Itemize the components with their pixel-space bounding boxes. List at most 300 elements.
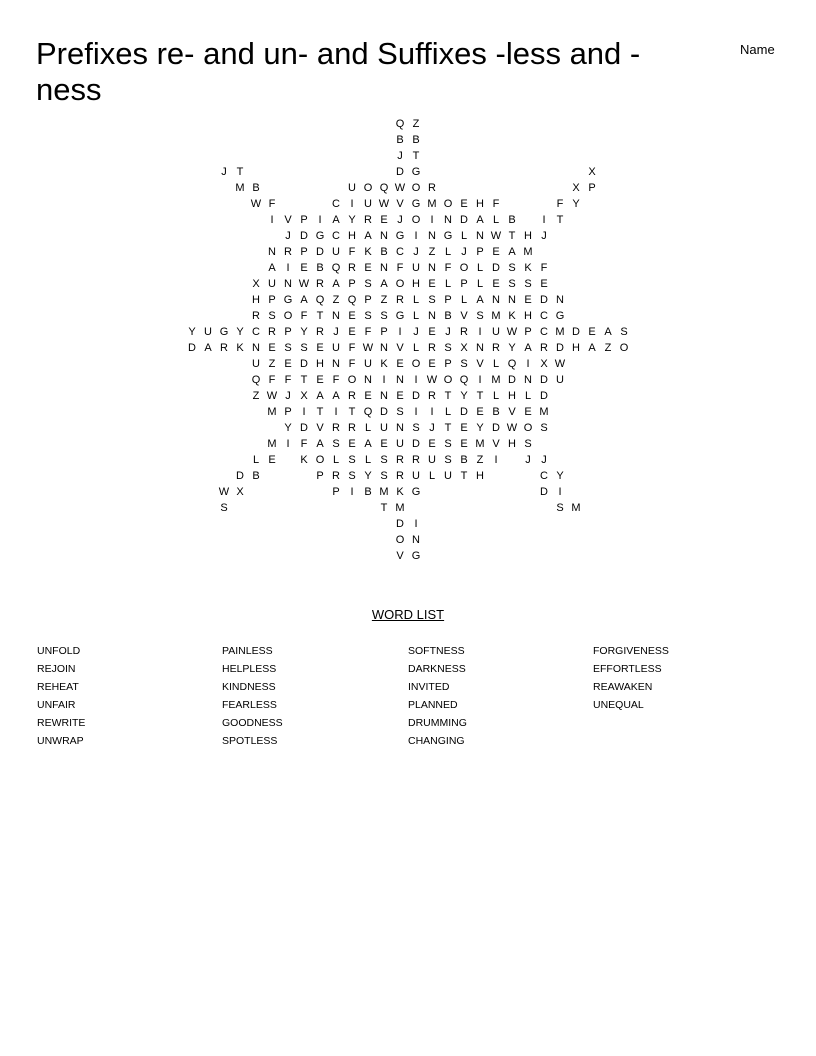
grid-letter: K	[364, 246, 372, 258]
grid-letter: U	[332, 342, 340, 354]
grid-letter: D	[300, 358, 308, 370]
grid-letter: K	[508, 310, 516, 322]
grid-letter: W	[218, 486, 230, 498]
grid-letter: U	[492, 326, 500, 338]
grid-letter: W	[250, 198, 262, 210]
grid-letter: C	[396, 246, 404, 258]
grid-letter: G	[395, 230, 405, 242]
grid-letter: P	[332, 486, 340, 498]
grid-letter: O	[619, 342, 629, 354]
grid-letter: I	[558, 486, 562, 498]
grid-letter: A	[476, 214, 484, 226]
grid-letter: I	[398, 326, 402, 338]
grid-letter: R	[396, 454, 404, 466]
grid-letter: T	[476, 390, 484, 402]
grid-letter: I	[414, 406, 418, 418]
grid-letter: U	[412, 262, 420, 274]
grid-letter: S	[620, 326, 628, 338]
grid-letter: S	[556, 502, 564, 514]
grid-letter: A	[476, 294, 484, 306]
grid-letter: P	[348, 278, 356, 290]
grid-letter: R	[348, 262, 356, 274]
grid-letter: U	[204, 326, 212, 338]
grid-letter: J	[445, 326, 451, 338]
grid-letter: N	[380, 262, 388, 274]
grid-letter: E	[524, 406, 532, 418]
grid-letter: P	[524, 326, 532, 338]
grid-letter: E	[284, 358, 292, 370]
grid-letter: D	[412, 438, 420, 450]
grid-letter: N	[476, 342, 484, 354]
grid-letter: Y	[188, 326, 196, 338]
grid-letter: V	[476, 358, 484, 370]
word-list-column	[593, 642, 778, 714]
grid-letter: A	[364, 438, 372, 450]
grid-letter: I	[494, 454, 498, 466]
word-list-item: DRUMMING	[408, 717, 467, 729]
grid-letter: F	[268, 198, 276, 210]
grid-letter: S	[444, 438, 452, 450]
grid-letter: S	[380, 310, 388, 322]
grid-letter: N	[380, 230, 388, 242]
grid-letter: B	[508, 214, 516, 226]
grid-letter: U	[332, 246, 340, 258]
grid-letter: Y	[364, 470, 372, 482]
grid-letter: F	[268, 374, 276, 386]
grid-letter: N	[428, 310, 436, 322]
grid-letter: S	[412, 422, 420, 434]
grid-letter: X	[300, 390, 308, 402]
grid-letter: P	[444, 358, 452, 370]
grid-letter: Y	[572, 198, 580, 210]
grid-letter: F	[364, 326, 372, 338]
grid-letter: L	[524, 390, 532, 402]
grid-letter: K	[396, 486, 404, 498]
grid-letter: S	[220, 502, 228, 514]
grid-letter: G	[411, 198, 421, 210]
grid-letter: P	[268, 294, 276, 306]
grid-letter: W	[298, 278, 310, 290]
grid-letter: N	[380, 390, 388, 402]
grid-letter: V	[316, 422, 324, 434]
grid-letter: J	[397, 150, 403, 162]
grid-letter: E	[492, 278, 500, 290]
grid-letter: O	[363, 182, 373, 194]
grid-letter: Q	[459, 374, 469, 386]
grid-letter: E	[364, 390, 372, 402]
grid-letter: E	[268, 342, 276, 354]
grid-letter: N	[428, 262, 436, 274]
grid-letter: G	[219, 326, 229, 338]
grid-letter: L	[412, 310, 420, 322]
grid-letter: I	[286, 262, 290, 274]
grid-letter: A	[380, 278, 388, 290]
grid-letter: A	[524, 342, 532, 354]
word-list-column	[222, 642, 407, 750]
grid-letter: L	[476, 262, 484, 274]
grid-letter: H	[316, 358, 324, 370]
grid-letter: D	[572, 326, 580, 338]
grid-letter: P	[284, 406, 292, 418]
grid-letter: O	[443, 374, 453, 386]
grid-letter: D	[396, 166, 404, 178]
grid-letter: M	[539, 406, 549, 418]
word-list-column	[37, 642, 222, 750]
grid-letter: W	[362, 342, 374, 354]
grid-letter: F	[396, 262, 404, 274]
grid-letter: T	[316, 310, 324, 322]
grid-letter: E	[492, 246, 500, 258]
grid-letter: J	[413, 246, 419, 258]
grid-letter: D	[508, 374, 516, 386]
grid-letter: W	[490, 230, 502, 242]
grid-letter: E	[300, 262, 308, 274]
word-list-item: INVITED	[408, 681, 450, 693]
grid-letter: R	[268, 326, 276, 338]
grid-letter: Z	[268, 358, 276, 370]
grid-letter: F	[348, 358, 356, 370]
grid-letter: L	[412, 294, 420, 306]
grid-letter: D	[396, 518, 404, 530]
name-label: Name	[740, 42, 775, 57]
grid-letter: T	[460, 470, 468, 482]
word-list-item: CHANGING	[408, 735, 465, 747]
grid-letter: Z	[380, 294, 388, 306]
grid-letter: P	[364, 294, 372, 306]
grid-letter: U	[380, 422, 388, 434]
grid-letter: R	[316, 278, 324, 290]
grid-letter: T	[444, 390, 452, 402]
grid-letter: G	[443, 230, 453, 242]
word-list-item: REWRITE	[37, 717, 86, 729]
grid-letter: T	[412, 150, 420, 162]
grid-letter: E	[524, 294, 532, 306]
grid-letter: C	[540, 326, 548, 338]
grid-letter: W	[554, 358, 566, 370]
grid-letter: J	[333, 326, 339, 338]
grid-letter: Y	[556, 470, 564, 482]
grid-letter: S	[284, 342, 292, 354]
grid-letter: C	[332, 230, 340, 242]
grid-letter: V	[396, 550, 404, 562]
grid-letter: D	[380, 406, 388, 418]
grid-letter: L	[252, 454, 260, 466]
grid-letter: W	[266, 390, 278, 402]
grid-letter: M	[475, 438, 485, 450]
grid-letter: L	[492, 214, 500, 226]
grid-letter: S	[364, 310, 372, 322]
grid-letter: Q	[395, 118, 405, 130]
grid-letter: N	[492, 294, 500, 306]
grid-letter: B	[412, 134, 420, 146]
word-list-item: UNFAIR	[37, 699, 76, 711]
grid-letter: D	[540, 390, 548, 402]
grid-letter: S	[444, 454, 452, 466]
grid-letter: D	[236, 470, 244, 482]
grid-letter: E	[428, 278, 436, 290]
word-list-item: HELPLESS	[222, 663, 277, 675]
word-list-item: KINDNESS	[222, 681, 276, 693]
grid-letter: R	[332, 470, 340, 482]
grid-letter: N	[364, 374, 372, 386]
grid-letter: Q	[347, 294, 357, 306]
word-list-item: REJOIN	[37, 663, 76, 675]
grid-letter: J	[285, 230, 291, 242]
grid-letter: K	[236, 342, 244, 354]
word-list-item: REHEAT	[37, 681, 79, 693]
grid-letter: W	[394, 182, 406, 194]
grid-letter: N	[380, 342, 388, 354]
grid-letter: S	[380, 470, 388, 482]
grid-letter: G	[283, 294, 293, 306]
grid-letter: U	[444, 470, 452, 482]
grid-letter: R	[348, 422, 356, 434]
grid-letter: M	[379, 486, 389, 498]
grid-letter: H	[412, 278, 420, 290]
grid-letter: D	[412, 390, 420, 402]
grid-letter: Z	[604, 342, 612, 354]
grid-letter: O	[523, 422, 533, 434]
grid-letter: C	[540, 470, 548, 482]
grid-letter: R	[348, 390, 356, 402]
grid-letter: B	[460, 454, 468, 466]
grid-letter: R	[364, 214, 372, 226]
grid-letter: E	[396, 358, 404, 370]
grid-letter: I	[430, 406, 434, 418]
grid-letter: E	[460, 198, 468, 210]
grid-letter: S	[348, 454, 356, 466]
grid-letter: B	[364, 486, 372, 498]
grid-letter: L	[492, 390, 500, 402]
grid-letter: U	[364, 358, 372, 370]
grid-letter: M	[523, 246, 533, 258]
word-list-item: UNWRAP	[37, 735, 84, 747]
grid-letter: R	[412, 454, 420, 466]
word-list-item: PAINLESS	[222, 645, 273, 657]
grid-letter: B	[380, 246, 388, 258]
grid-letter: L	[460, 230, 468, 242]
grid-letter: V	[284, 214, 292, 226]
word-list-item: FORGIVENESS	[593, 645, 669, 657]
grid-letter: G	[395, 310, 405, 322]
grid-letter: N	[332, 358, 340, 370]
grid-letter: D	[460, 406, 468, 418]
grid-letter: A	[332, 390, 340, 402]
grid-letter: V	[492, 438, 500, 450]
grid-letter: Q	[315, 294, 325, 306]
grid-letter: V	[460, 310, 468, 322]
grid-letter: Q	[251, 374, 261, 386]
grid-letter: T	[316, 406, 324, 418]
grid-letter: H	[508, 438, 516, 450]
grid-letter: N	[268, 246, 276, 258]
grid-letter: J	[413, 326, 419, 338]
grid-letter: I	[430, 214, 434, 226]
grid-letter: L	[428, 470, 436, 482]
grid-letter: F	[556, 198, 564, 210]
grid-letter: U	[364, 198, 372, 210]
word-list-item: DARKNESS	[408, 663, 466, 675]
grid-letter: Z	[412, 118, 420, 130]
grid-letter: W	[506, 326, 518, 338]
word-list-item: PLANNED	[408, 699, 458, 711]
grid-letter: O	[411, 182, 421, 194]
grid-letter: D	[316, 246, 324, 258]
grid-letter: W	[506, 422, 518, 434]
grid-letter: E	[396, 390, 404, 402]
grid-letter: E	[540, 278, 548, 290]
grid-letter: K	[380, 358, 388, 370]
grid-letter: A	[204, 342, 212, 354]
grid-letter: N	[524, 374, 532, 386]
grid-letter: Q	[363, 406, 373, 418]
grid-letter: D	[540, 486, 548, 498]
grid-letter: M	[555, 326, 565, 338]
grid-letter: S	[476, 310, 484, 322]
grid-letter: V	[508, 406, 516, 418]
grid-letter: I	[478, 326, 482, 338]
grid-letter: S	[364, 278, 372, 290]
grid-letter: N	[396, 374, 404, 386]
grid-letter: L	[444, 278, 452, 290]
grid-letter: R	[396, 294, 404, 306]
grid-letter: C	[540, 310, 548, 322]
word-list-item: UNEQUAL	[593, 699, 644, 711]
grid-letter: R	[316, 326, 324, 338]
grid-letter: A	[268, 262, 276, 274]
grid-letter: A	[588, 342, 596, 354]
grid-letter: L	[332, 454, 340, 466]
grid-letter: I	[382, 374, 386, 386]
grid-letter: H	[476, 470, 484, 482]
grid-letter: X	[572, 182, 580, 194]
grid-letter: H	[252, 294, 260, 306]
grid-letter: E	[588, 326, 596, 338]
grid-letter: U	[252, 358, 260, 370]
grid-letter: E	[460, 438, 468, 450]
grid-letter: L	[444, 246, 452, 258]
grid-letter: M	[491, 310, 501, 322]
grid-letter: S	[444, 342, 452, 354]
grid-letter: I	[270, 214, 274, 226]
grid-letter: T	[236, 166, 244, 178]
grid-letter: I	[350, 198, 354, 210]
grid-letter: B	[492, 406, 500, 418]
grid-letter: I	[286, 438, 290, 450]
grid-letter: R	[492, 342, 500, 354]
grid-letter: W	[426, 374, 438, 386]
grid-letter: A	[332, 214, 340, 226]
grid-letter: E	[460, 422, 468, 434]
grid-letter: R	[284, 246, 292, 258]
grid-letter: G	[411, 550, 421, 562]
grid-letter: S	[348, 470, 356, 482]
grid-letter: D	[300, 422, 308, 434]
grid-letter: V	[396, 342, 404, 354]
grid-letter: U	[556, 374, 564, 386]
grid-letter: N	[284, 278, 292, 290]
grid-letter: P	[476, 246, 484, 258]
grid-letter: P	[380, 326, 388, 338]
grid-letter: B	[444, 310, 452, 322]
grid-letter: S	[460, 358, 468, 370]
grid-letter: L	[460, 294, 468, 306]
grid-letter: S	[508, 262, 516, 274]
grid-letter: A	[364, 230, 372, 242]
grid-letter: N	[332, 310, 340, 322]
grid-letter: M	[267, 438, 277, 450]
grid-letter: R	[396, 470, 404, 482]
grid-letter: O	[459, 262, 469, 274]
grid-letter: F	[300, 310, 308, 322]
grid-letter: A	[316, 438, 324, 450]
grid-letter: Y	[284, 422, 292, 434]
grid-letter: H	[348, 230, 356, 242]
grid-letter: F	[300, 438, 308, 450]
grid-letter: R	[428, 342, 436, 354]
grid-letter: P	[300, 246, 308, 258]
grid-letter: N	[412, 534, 420, 546]
grid-letter: J	[461, 246, 467, 258]
grid-letter: Y	[476, 422, 484, 434]
grid-letter: R	[252, 310, 260, 322]
grid-letter: O	[347, 374, 357, 386]
grid-letter: A	[604, 326, 612, 338]
grid-letter: F	[348, 246, 356, 258]
word-list-item: SPOTLESS	[222, 735, 278, 747]
grid-letter: P	[588, 182, 596, 194]
grid-letter: E	[428, 358, 436, 370]
grid-letter: U	[428, 454, 436, 466]
grid-letter: B	[396, 134, 404, 146]
grid-letter: P	[284, 326, 292, 338]
grid-letter: P	[460, 278, 468, 290]
grid-letter: E	[380, 438, 388, 450]
word-list-item: REAWAKEN	[593, 681, 653, 693]
grid-letter: Q	[379, 182, 389, 194]
grid-letter: G	[411, 166, 421, 178]
grid-letter: U	[268, 278, 276, 290]
grid-letter: U	[396, 438, 404, 450]
grid-letter: P	[444, 294, 452, 306]
grid-letter: X	[588, 166, 596, 178]
word-list-item: SOFTNESS	[408, 645, 465, 657]
grid-letter: L	[476, 278, 484, 290]
grid-letter: Y	[236, 326, 244, 338]
grid-letter: T	[556, 214, 564, 226]
grid-letter: A	[316, 390, 324, 402]
grid-letter: F	[348, 342, 356, 354]
grid-letter: E	[364, 262, 372, 274]
grid-letter: S	[300, 342, 308, 354]
grid-letter: B	[252, 470, 260, 482]
grid-letter: N	[556, 294, 564, 306]
grid-letter: E	[348, 326, 356, 338]
grid-letter: F	[540, 262, 548, 274]
grid-letter: I	[414, 230, 418, 242]
grid-letter: M	[491, 374, 501, 386]
grid-letter: Z	[332, 294, 340, 306]
grid-letter: E	[476, 406, 484, 418]
grid-letter: I	[414, 518, 418, 530]
grid-letter: M	[571, 502, 581, 514]
grid-letter: E	[316, 374, 324, 386]
grid-letter: R	[332, 422, 340, 434]
grid-letter: C	[332, 198, 340, 210]
grid-letter: N	[428, 230, 436, 242]
grid-letter: O	[315, 454, 325, 466]
grid-letter: I	[542, 214, 546, 226]
